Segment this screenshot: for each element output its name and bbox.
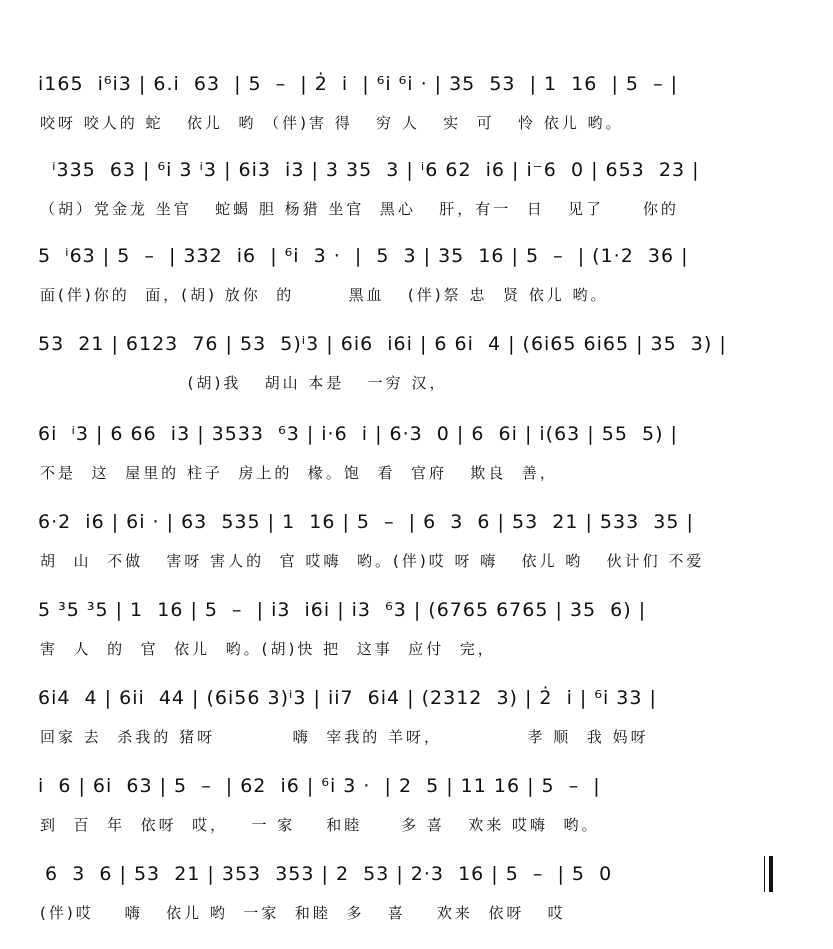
- notation-line: 6·2 i6 | 6i · | 63 535 | 1 16 | 5 – | 6 3 6 | 53 21 | 533 35 |: [38, 511, 694, 533]
- lyric-line: 咬呀 咬人的 蛇 依儿 哟 （伴)害 得 穷 人 实 可 怜 依儿 哟。: [40, 114, 624, 132]
- score-line-1: [0, 58, 833, 158]
- notation-line: 6 3 6 | 53 21 | 353 353 | 2 53 | 2·3 16 | 5 – | 5 0: [38, 863, 613, 885]
- lyric-line: 害 人 的 官 依儿 哟。(胡)快 把 这事 应付 完，: [40, 640, 496, 658]
- score-line-6: [0, 496, 833, 596]
- lyric-line: 回家 去 杀我的 猪呀 嗨 宰我的 羊呀， 孝 顺 我 妈呀: [40, 728, 649, 746]
- notation-line: 6i4 4 | 6ii 44 | (6i56 3)ⁱ3 | ii7 6i4 | (2312 3) | 2̇ i | ⁶i 33 |: [38, 687, 657, 709]
- notation-line: 5 ³5 ³5 | 1 16 | 5 – | i3 i6i | i3 ⁶3 | (6765 6765 | 35 6) |: [38, 599, 647, 621]
- notation-line: 5 ⁱ63 | 5 – | 332 i6 | ⁶i 3 · | 5 3 | 35 16 | 5 – | (1·2 36 |: [38, 245, 689, 267]
- lyric-line: （胡）党金龙 坐官 蛇蝎 胆 杨猎 坐官 黑心 肝，有一 日 见了 你的: [40, 200, 679, 218]
- score-line-3: [0, 230, 833, 330]
- score-line-10: [0, 848, 833, 948]
- score-line-4: [0, 318, 833, 418]
- notation-line: 53 21 | 6123 76 | 53 5)ⁱ3 | 6i6 i6i | 6 6i 4 | (6i65 6i65 | 35 3) |: [38, 333, 727, 355]
- score-line-5: [0, 408, 833, 508]
- notation-line: i 6 | 6i 63 | 5 – | 62 i6 | ⁶i 3 · | 2 5 | 11 16 | 5 – |: [38, 775, 601, 797]
- lyric-line: 面(伴)你的 面，(胡) 放你 的 黑血 (伴)祭 忠 贤 依儿 哟。: [40, 286, 609, 304]
- lyric-line: 到 百 年 依呀 哎， 一 家 和睦 多 喜 欢来 哎嗨 哟。: [40, 816, 600, 834]
- lyric-line: (胡)我 胡山 本是 一穷 汉，: [40, 374, 448, 392]
- lyric-line: 胡 山 不做 害呀 害人的 官 哎嗨 哟。(伴)哎 呀 嗨 依儿 哟 伙计们 不爱: [40, 552, 705, 570]
- score-line-7: [0, 584, 833, 684]
- notation-line: 6i ⁱ3 | 6 66 i3 | 3533 ⁶3 | i·6 i | 6·3 0 | 6 6i | i(63 | 55 5) |: [38, 423, 678, 445]
- notation-line: ⁱ335 63 | ⁶i 3 ⁱ3 | 6i3 i3 | 3 35 3 | ⁱ6 62 i6 | i⁻6 0 | 653 23 |: [38, 159, 700, 181]
- lyric-line: 不是 这 屋里的 柱子 房上的 椽。饱 看 官府 欺良 善，: [40, 464, 558, 482]
- lyric-line: (伴)哎 嗨 依儿 哟 一家 和睦 多 喜 欢来 依呀 哎: [40, 904, 566, 922]
- score-line-9: [0, 760, 833, 860]
- notation-line: i̇165 i⁶i3 | 6.i 63 | 5 – | 2̇ i | ⁶i ⁶i · | 35 53 | 1 16 | 5 – |: [38, 73, 679, 95]
- score-line-2: [0, 144, 833, 244]
- score-line-8: [0, 672, 833, 772]
- final-barline: [764, 856, 773, 892]
